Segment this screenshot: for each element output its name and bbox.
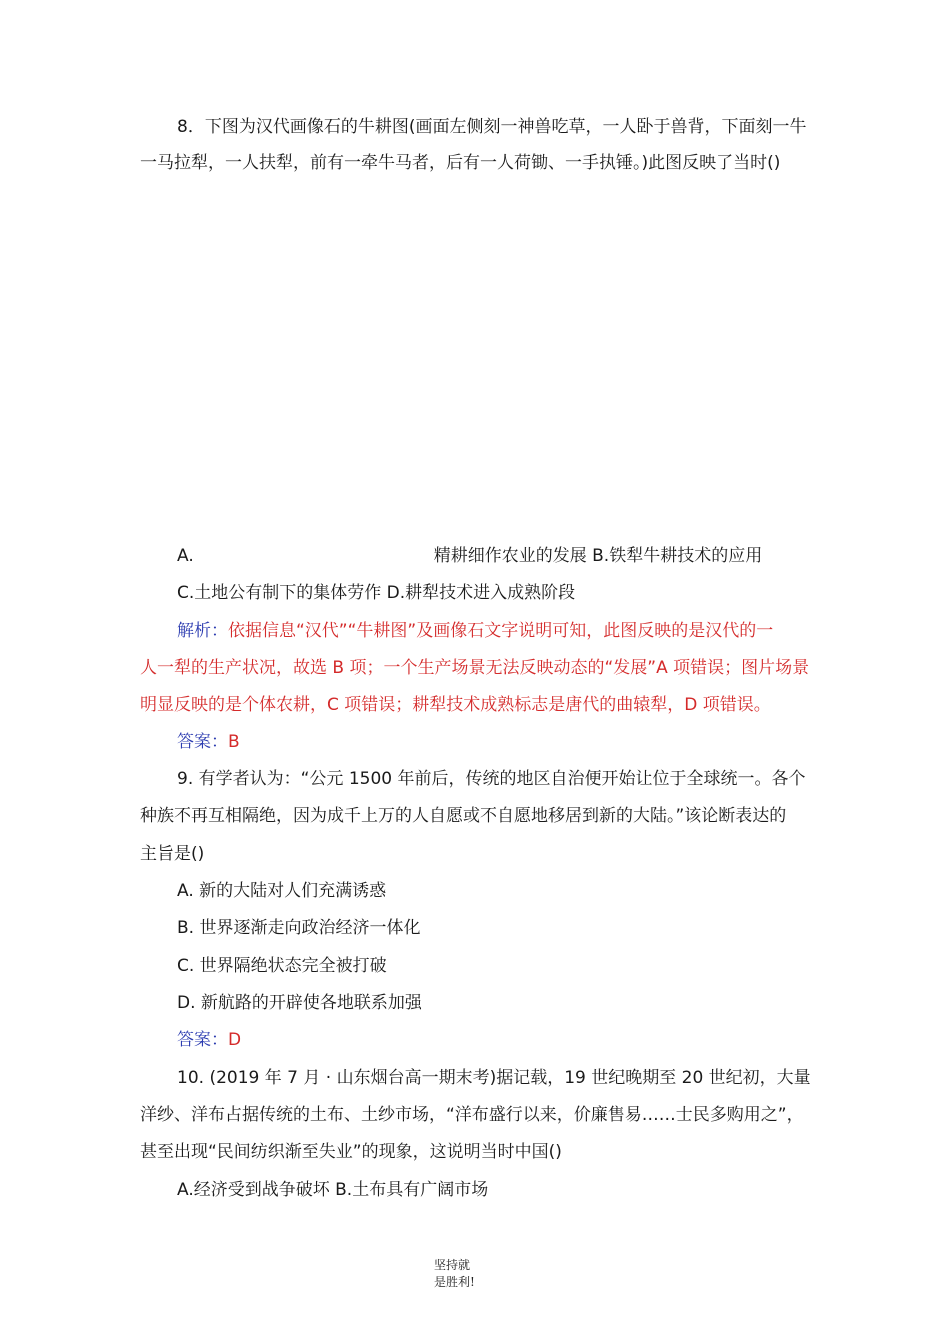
q8-analysis-line-2: 人一犁的生产状况，故选 B 项；一个生产场景无法反映动态的“发展”A 项错误；图片场景 <box>140 658 810 678</box>
q8-option-a <box>177 545 762 567</box>
q10-option-ab: A.经济受到战争破坏 B.土布具有广阔市场 <box>177 1180 489 1200</box>
q8-stem-line-1: 8．下图为汉代画像石的牛耕图(画面左侧刻一神兽吃草，一人卧于兽背，下面刻一牛 <box>177 117 807 137</box>
q8-answer-value: B <box>228 732 240 752</box>
q9-stem-line-2: 种族不再互相隔绝，因为成千上万的人自愿或不自愿地移居到新的大陆。”该论断表达的 <box>140 806 787 826</box>
footer-line-1: 坚持就 <box>434 1258 471 1272</box>
footer-line-2: 是胜利! <box>434 1275 475 1289</box>
q8-analysis-text-1: 依据信息“汉代”“牛耕图”及画像石文字说明可知，此图反映的是汉代的一 <box>228 621 774 641</box>
q9-stem-line-1: 9. 有学者认为：“公元 1500 年前后，传统的地区自治便开始让位于全球统一。各个 <box>177 769 806 789</box>
q8-analysis-label: 解析： <box>177 621 228 641</box>
q8-stem-line-2: 一马拉犁，一人扶犁，前有一牵牛马者，后有一人荷锄、一手执锤。)此图反映了当时() <box>140 153 781 173</box>
q9-option-a: A. 新的大陆对人们充满诱惑 <box>177 881 387 901</box>
q9-option-c: C. 世界隔绝状态完全被打破 <box>177 956 387 976</box>
q9-option-d: D. 新航路的开辟使各地联系加强 <box>177 993 422 1013</box>
q9-stem-line-3: 主旨是() <box>140 844 205 864</box>
q9-answer-value: D <box>228 1030 242 1050</box>
q8-option-a-label: A. <box>177 546 194 566</box>
q10-stem-line-1: 10. (2019 年 7 月 · 山东烟台高一期末考)据记载，19 世纪晚期至 20 世纪初，大量 <box>177 1068 811 1088</box>
q9-answer-label: 答案： <box>177 1030 228 1050</box>
q10-stem-line-3: 甚至出现“民间纺织渐至失业”的现象，这说明当时中国() <box>140 1142 562 1162</box>
q9-answer <box>177 1029 241 1051</box>
q8-option-a-text: 精耕细作农业的发展 B.铁犁牛耕技术的应用 <box>433 546 763 566</box>
q8-analysis-line-3: 明显反映的是个体农耕，C 项错误；耕犁技术成熟标志是唐代的曲辕犁，D 项错误。 <box>140 695 771 715</box>
q10-stem-line-2: 洋纱、洋布占据传统的土布、土纱市场，“洋布盛行以来，价廉售易……士民多购用之”， <box>140 1105 804 1125</box>
q8-option-c: C.土地公有制下的集体劳作 D.耕犁技术进入成熟阶段 <box>177 583 576 603</box>
q9-option-b: B. 世界逐渐走向政治经济一体化 <box>177 918 421 938</box>
q8-analysis-line-1 <box>177 620 773 642</box>
q8-answer-label: 答案： <box>177 732 228 752</box>
q8-answer <box>177 731 240 753</box>
